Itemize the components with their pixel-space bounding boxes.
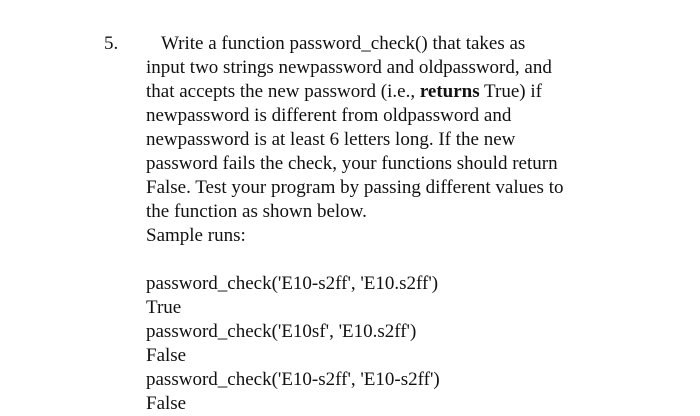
- question-line: input two strings newpassword and oldpassword, and: [146, 57, 552, 78]
- sample-runs-heading: Sample runs:: [146, 225, 246, 246]
- sample-call: password_check('E10sf', 'E10.s2ff'): [146, 321, 417, 342]
- question-line: newpassword is different from oldpassword and: [146, 105, 512, 126]
- sample-call: password_check('E10-s2ff', 'E10-s2ff'): [146, 369, 440, 390]
- sample-result: False: [146, 345, 187, 366]
- sample-result: True: [146, 297, 182, 318]
- question-line: the function as shown below.: [146, 201, 367, 222]
- question-number: 5.: [104, 33, 119, 54]
- sample-result: False: [146, 393, 187, 414]
- question-line-end: True) if: [479, 81, 542, 102]
- bold-keyword: returns: [419, 81, 480, 102]
- question-line: Write a function password_check() that takes as: [161, 33, 526, 54]
- question-line: password fails the check, your functions should return: [146, 153, 558, 174]
- question-line: [146, 80, 542, 104]
- question-line: False. Test your program by passing different values to: [146, 177, 564, 198]
- question-line-start: that accepts the new password (i.e.,: [146, 81, 420, 102]
- question-line: newpassword is at least 6 letters long. If the new: [146, 129, 516, 150]
- sample-call: password_check('E10-s2ff', 'E10.s2ff'): [146, 273, 439, 294]
